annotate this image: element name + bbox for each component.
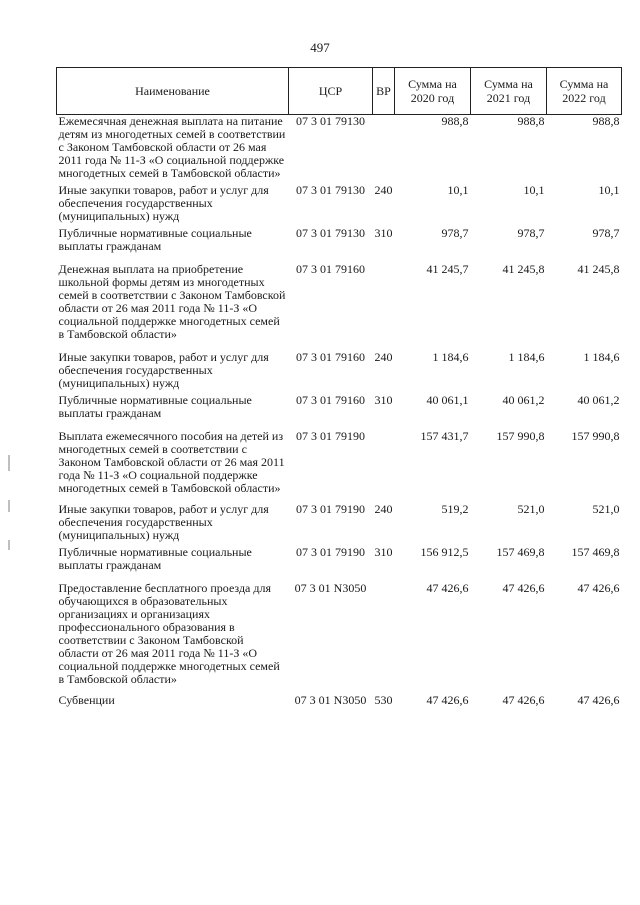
row-vr: 310 <box>374 545 393 559</box>
table-row <box>57 694 622 711</box>
margin-scan-mark <box>8 540 10 550</box>
row-csr: 07 3 01 79160 <box>296 262 365 276</box>
row-vr: 240 <box>374 502 393 516</box>
row-csr: 07 3 01 79160 <box>296 393 365 407</box>
row-sum-2020: 988,8 <box>441 114 469 128</box>
header-sum-2021: Сумма на 2021 год <box>471 68 547 115</box>
row-csr: 07 3 01 79190 <box>296 502 365 516</box>
row-sum-2022: 47 426,6 <box>577 581 620 595</box>
row-sum-2020: 519,2 <box>441 502 469 516</box>
table-row <box>57 351 622 394</box>
row-name: Публичные нормативные социальные выплаты гражданам <box>58 393 252 420</box>
row-name: Субвенции <box>58 693 115 707</box>
row-name: Выплата ежемесячного пособия на детей из многодетных семей в соответствии с Законом Тамбовской области от 26 мая 2011 года № 11-З «О социальной поддержке многодетных семей в Тамбовской области» <box>58 429 285 495</box>
row-sum-2020: 47 426,6 <box>426 693 469 707</box>
row-vr: 240 <box>374 183 393 197</box>
row-csr: 07 3 01 79130 <box>296 226 365 240</box>
page-number: 497 <box>310 40 330 55</box>
row-sum-2020: 156 912,5 <box>420 545 469 559</box>
table-row <box>57 394 622 430</box>
row-sum-2022: 157 990,8 <box>571 429 620 443</box>
row-csr: 07 3 01 N3050 <box>294 693 367 707</box>
table-row <box>57 184 622 227</box>
row-sum-2021: 157 990,8 <box>496 429 545 443</box>
row-csr: 07 3 01 79190 <box>296 545 365 559</box>
row-sum-2021: 10,1 <box>523 183 545 197</box>
row-sum-2021: 47 426,6 <box>502 581 545 595</box>
row-name: Иные закупки товаров, работ и услуг для обеспечения государственных (муниципальных) нужд <box>58 183 269 223</box>
header-sum-2022: Сумма на 2022 год <box>547 68 622 115</box>
row-csr: 07 3 01 N3050 <box>294 581 367 595</box>
row-vr: 530 <box>374 693 393 707</box>
row-sum-2022: 1 184,6 <box>583 350 620 364</box>
row-sum-2022: 978,7 <box>592 226 620 240</box>
table-row <box>57 115 622 185</box>
row-vr <box>373 582 395 694</box>
row-sum-2020: 1 184,6 <box>432 350 469 364</box>
row-sum-2021: 988,8 <box>517 114 545 128</box>
table-row <box>57 430 622 503</box>
header-sum-2020: Сумма на 2020 год <box>395 68 471 115</box>
row-sum-2022: 521,0 <box>592 502 620 516</box>
row-sum-2021: 157 469,8 <box>496 545 545 559</box>
header-vr: ВР <box>373 68 395 115</box>
row-vr: 310 <box>374 393 393 407</box>
row-vr <box>373 115 395 185</box>
margin-scan-mark <box>8 455 10 471</box>
row-vr: 310 <box>374 226 393 240</box>
table-row <box>57 503 622 546</box>
row-sum-2020: 978,7 <box>441 226 469 240</box>
table-row <box>57 546 622 582</box>
row-csr: 07 3 01 79160 <box>296 350 365 364</box>
table-row <box>57 227 622 263</box>
table-row <box>57 263 622 351</box>
row-sum-2021: 41 245,8 <box>502 262 545 276</box>
row-sum-2022: 41 245,8 <box>577 262 620 276</box>
row-sum-2020: 157 431,7 <box>420 429 469 443</box>
row-csr: 07 3 01 79130 <box>296 114 365 128</box>
row-sum-2022: 47 426,6 <box>577 693 620 707</box>
row-sum-2022: 988,8 <box>592 114 620 128</box>
row-sum-2020: 47 426,6 <box>426 581 469 595</box>
row-vr <box>373 263 395 351</box>
row-sum-2022: 10,1 <box>598 183 620 197</box>
margin-scan-mark <box>8 500 10 512</box>
row-name: Публичные нормативные социальные выплаты гражданам <box>58 226 252 253</box>
row-vr <box>373 430 395 503</box>
table-header-row <box>57 68 622 115</box>
row-vr: 240 <box>374 350 393 364</box>
table-body <box>57 115 622 712</box>
row-name: Ежемесячная денежная выплата на питание детям из многодетных семей в соответствии с Законом Тамбовской области от 26 мая 2011 года № 11-З «О социальной поддержке многодетных семей в Тамбовской области» <box>58 114 286 180</box>
row-name: Предоставление бесплатного проезда для обучающихся в образовательных организациях и организациях профессионального образования в соответствии с Законом Тамбовской области от 26 мая 2011 года № 11-З «О социальной поддержке многодетных семей в Тамбовской области» <box>58 581 280 686</box>
budget-table <box>56 67 622 711</box>
row-sum-2021: 47 426,6 <box>502 693 545 707</box>
row-sum-2021: 521,0 <box>517 502 545 516</box>
row-name: Публичные нормативные социальные выплаты гражданам <box>58 545 252 572</box>
table-row <box>57 582 622 694</box>
row-csr: 07 3 01 79130 <box>296 183 365 197</box>
row-sum-2022: 40 061,2 <box>577 393 620 407</box>
row-sum-2022: 157 469,8 <box>571 545 620 559</box>
header-csr: ЦСР <box>289 68 373 115</box>
row-name: Иные закупки товаров, работ и услуг для обеспечения государственных (муниципальных) нужд <box>58 350 269 390</box>
row-name: Иные закупки товаров, работ и услуг для обеспечения государственных (муниципальных) нужд <box>58 502 269 542</box>
row-sum-2021: 40 061,2 <box>502 393 545 407</box>
header-name: Наименование <box>57 68 289 115</box>
row-sum-2021: 978,7 <box>517 226 545 240</box>
row-sum-2020: 41 245,7 <box>426 262 469 276</box>
row-sum-2020: 40 061,1 <box>426 393 469 407</box>
row-sum-2020: 10,1 <box>447 183 469 197</box>
row-sum-2021: 1 184,6 <box>508 350 545 364</box>
row-name: Денежная выплата на приобретение школьной формы детям из многодетных семей в соответствии с Законом Тамбовской области от 26 мая 2011 года № 11-З «О социальной поддержке многодетных семей в Тамбовской области» <box>58 262 286 341</box>
row-csr: 07 3 01 79190 <box>296 429 365 443</box>
